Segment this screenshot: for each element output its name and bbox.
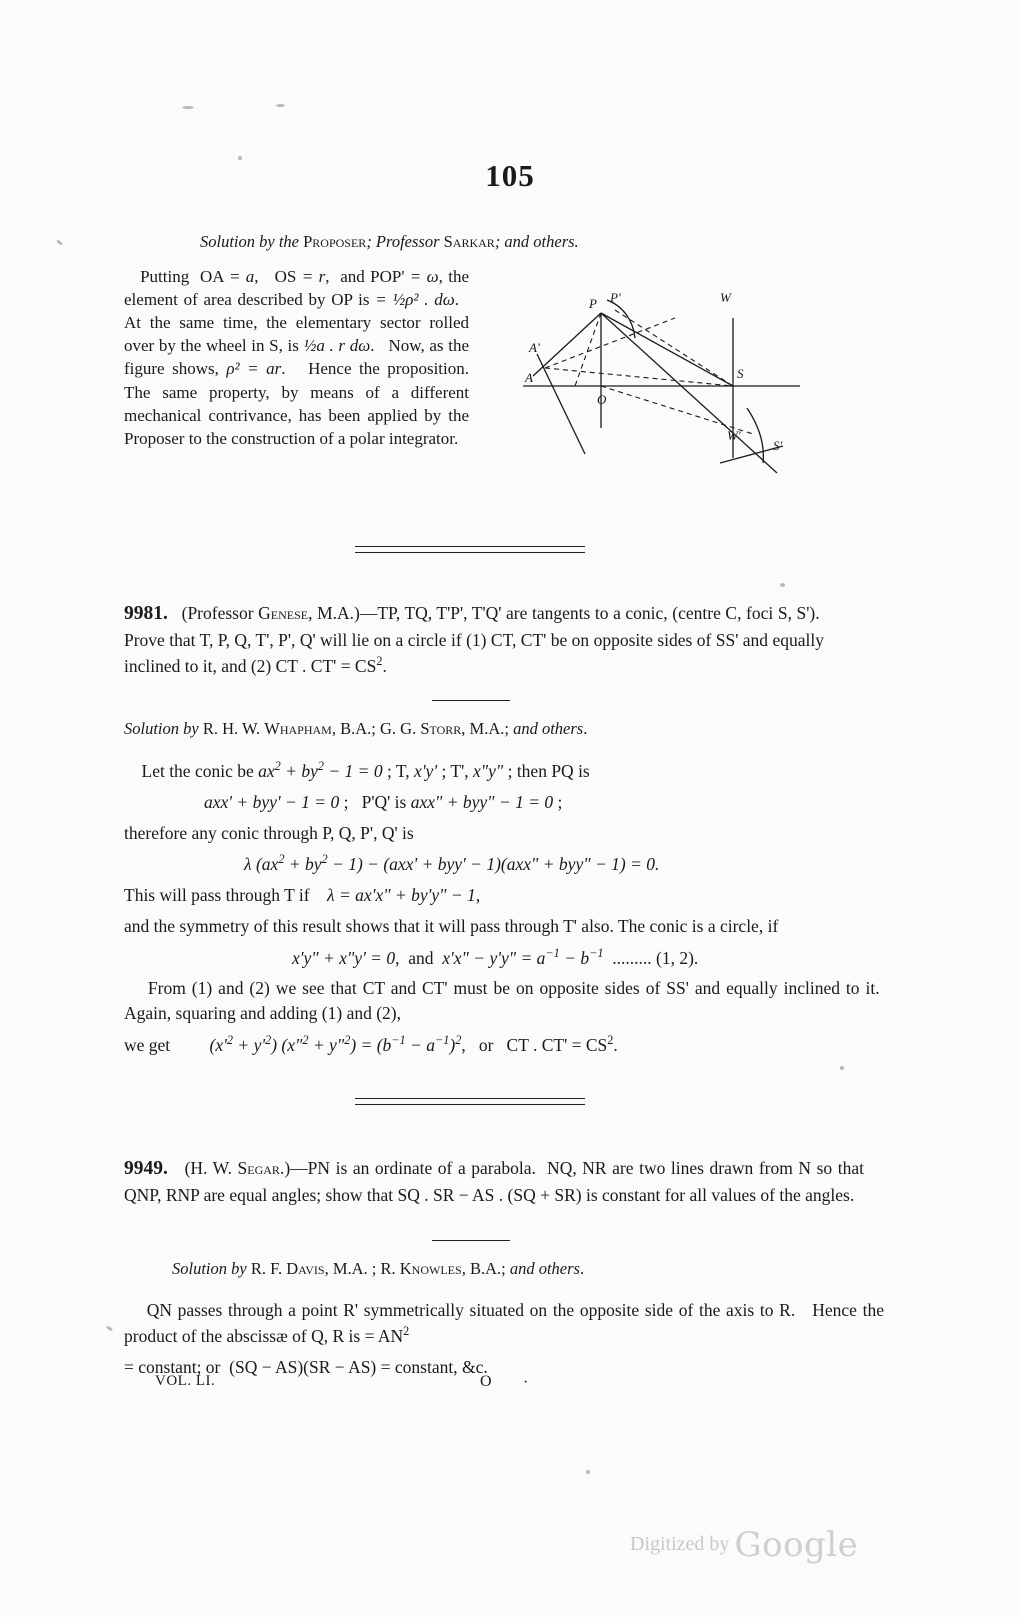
solution-line: This will pass through T if λ = ax'x" + by'y" − 1,	[124, 885, 481, 906]
folio-dot: ·	[523, 1374, 529, 1391]
section-divider-2	[355, 1098, 585, 1105]
solution-line: axx' + byy' − 1 = 0 ; P'Q' is axx" + byy" − 1 = 0 ;	[204, 791, 563, 812]
figure-svg	[515, 258, 815, 488]
section-1-paragraph: Putting OA = a, OS = r, and POP' = ω, the element of area described by OP is = ½ρ² . dω. At the same time, the elementary sector rolled over by the wheel in S, is ½a . r dω. Now, as the figure shows, ρ² = ar. Hence the proposition. The same property, by means of a different mechanical contrivance, has been applied by the Proposer to the construction of a polar integrator.	[124, 267, 469, 448]
problem-9949-solution	[124, 1292, 884, 1385]
scan-speck	[182, 106, 194, 109]
solution-line: = constant; or (SQ − AS)(SR − AS) = constant, &c.	[124, 1356, 488, 1377]
solution-line: and the symmetry of this result shows that it will pass through T' also. The conic is a circle, if	[124, 915, 779, 936]
problem-9949: 9949. (H. W. Segar.)—PN is an ordinate of a parabola. NQ, NR are two lines drawn from N so that QNP, RNP are equal angles; show that SQ . SR − AS . (SQ + SR) is constant for all values of the angles.	[124, 1158, 864, 1205]
figure-label-P-prime: P'	[610, 290, 621, 305]
figure-label-A: A	[525, 370, 533, 385]
solution-line: λ $(ax^2 + by^2 - 1) - (axx' + byy' - 1)(axx$" + byy" − 1) = 0.	[244, 852, 660, 875]
solution-byline-2: Solution by R. H. W. Whapham, B.A.; G. G. Storr, M.A.; and others.	[124, 719, 588, 738]
figure-label-O: O	[597, 392, 607, 407]
solution-line: Let the conic be $ax^2 + by^2 - 1 = 0$ ; T, x'y' ; T', x"y" ; then PQ is	[124, 759, 590, 781]
problem-9981: 9981. (Professor Genese, M.A.)—TP, TQ, T'P', T'Q' are tangents to a conic, (centre C, foci S, S'). Prove that T, P, Q, T', P', Q' will lie on a circle if (1) CT, CT' be on opposite sides of SS' and equally inclined to it, and (2) CT . $CT' = CS^2$.	[124, 603, 824, 676]
scan-speck	[276, 104, 285, 107]
scan-speck	[780, 583, 785, 587]
scan-speck	[106, 1325, 113, 1331]
solution-byline-1: Solution by the Proposer; Professor Sarkar; and others.	[200, 232, 579, 251]
folio-letter: O	[480, 1373, 492, 1390]
scan-speck	[56, 239, 63, 246]
solution-line: we get $(x'^2 + y'^2)$ (x"$^2$ + y"$^2$) = $(b^{-1} - a^{-1})^2$, or CT . $CT' = CS^2$.	[124, 1033, 618, 1055]
figure-label-W-prime: W'	[727, 428, 741, 443]
solution-line: From (1) and (2) we see that CT and CT' must be on opposite sides of SS' and equally inclined to it. Again, squaring and adding (1) and (2),	[124, 978, 884, 1024]
watermark-prefix: Digitized by	[630, 1533, 730, 1555]
figure-label-S-prime: S'	[773, 438, 783, 453]
watermark-brand: Google	[734, 1525, 859, 1565]
solution-line: x'y" + x"y' = 0, and x'x" − y'y" = $a^{-1} - b^{-1}$ ......... (1, 2).	[292, 945, 699, 968]
page-number: 105	[485, 158, 535, 193]
short-divider-1	[432, 700, 510, 701]
figure-label-P: P	[589, 296, 597, 311]
problem-9981-solution	[124, 752, 884, 1064]
scan-speck	[586, 1470, 590, 1474]
solution-line: therefore any conic through P, Q, P', Q' is	[124, 822, 414, 843]
figure-label-W: W	[720, 290, 731, 305]
problem-9949-number: 9949.	[124, 1158, 168, 1179]
figure-label-S: S	[737, 366, 744, 381]
digitization-watermark	[630, 1525, 858, 1565]
problem-9981-number: 9981.	[124, 603, 168, 624]
short-divider-2	[432, 1240, 510, 1241]
solution-line: QN passes through a point R' symmetrically situated on the opposite side of the axis to R. Hence the product of the abscissæ of Q, R is = $AN^2$	[124, 1300, 884, 1346]
figure-label-A-prime: A'	[529, 340, 540, 355]
scan-speck	[840, 1066, 844, 1070]
section-divider-1	[355, 546, 585, 553]
solution-byline-3: Solution by R. F. Davis, M.A. ; R. Knowles, B.A.; and others.	[172, 1259, 585, 1278]
volume-label: VOL. LI.	[155, 1373, 216, 1389]
geometry-figure	[515, 258, 815, 488]
